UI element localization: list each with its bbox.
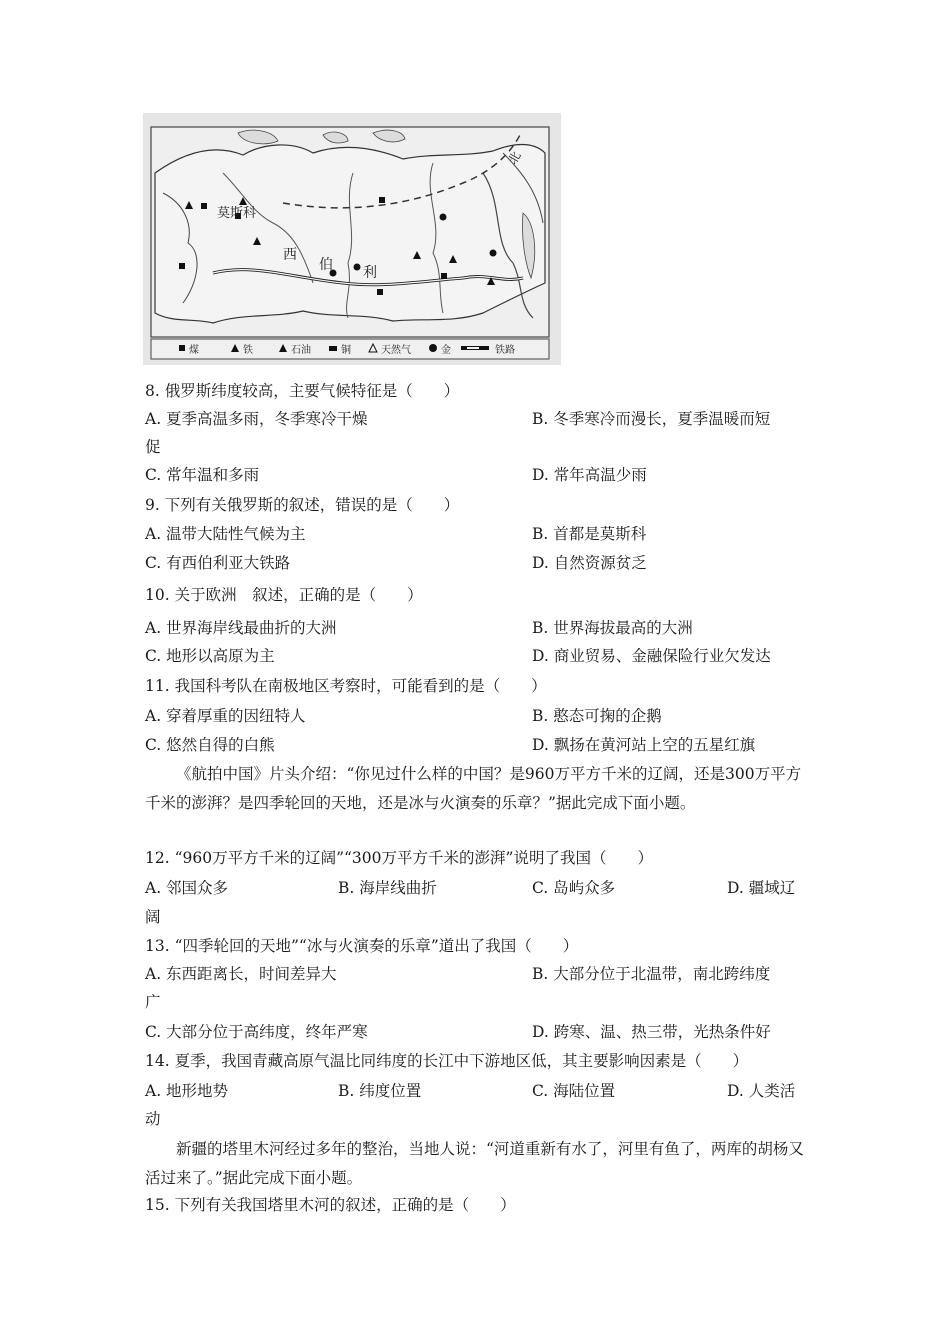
q13-option-d: D. 跨寒、温、热三带，光热条件好 <box>532 1023 771 1041</box>
q14-option-a: A. 地形地势 <box>145 1082 229 1100</box>
q9-option-d: D. 自然资源贫乏 <box>532 554 647 572</box>
q8-option-b-wrap: 促 <box>145 438 161 456</box>
q12-option-c: C. 岛屿众多 <box>532 879 616 897</box>
q13-option-b: B. 大部分位于北温带，南北跨纬度 <box>532 965 771 983</box>
q13-option-b-wrap: 广 <box>145 993 161 1011</box>
q12-option-b: B. 海岸线曲折 <box>338 879 437 897</box>
q11-option-d: D. 飘扬在黄河站上空的五星红旗 <box>532 736 756 754</box>
q13-option-a: A. 东西距离长，时间差异大 <box>145 965 337 983</box>
q14-stem: 14. 夏季，我国青藏高原气温比同纬度的长江中下游地区低，其主要影响因素是（ ） <box>145 1052 749 1070</box>
label-bo: 伯 <box>319 257 333 273</box>
label-li: 利 <box>363 265 377 281</box>
q8-option-c: C. 常年温和多雨 <box>145 466 260 484</box>
q10-option-d: D. 商业贸易、金融保险行业欠发达 <box>532 647 771 665</box>
q14-option-d-wrap: 动 <box>145 1110 161 1128</box>
legend-oil: 石油 <box>291 345 311 356</box>
q12-option-a: A. 邻国众多 <box>145 879 229 897</box>
q12-option-d: D. 疆域辽 <box>727 879 796 897</box>
legend-iron: 铁 <box>243 345 253 356</box>
q8-option-d: D. 常年高温少雨 <box>532 466 647 484</box>
legend-copper: 铜 <box>341 345 351 356</box>
q14-option-d: D. 人类活 <box>727 1082 796 1100</box>
q11-option-c: C. 悠然自得的白熊 <box>145 736 275 754</box>
label-north: 北 <box>505 149 524 167</box>
q10-stem: 10. 关于欧洲 叙述，正确的是（ ） <box>145 586 423 604</box>
q11-stem: 11. 我国科考队在南极地区考察时，可能看到的是（ ） <box>145 677 547 695</box>
label-xi: 西 <box>283 247 297 263</box>
q13-stem: 13. “四季轮回的天地”“冰与火演奏的乐章”道出了我国（ ） <box>145 937 579 955</box>
q9-option-c: C. 有西伯利亚大铁路 <box>145 554 291 572</box>
russia-resource-map <box>143 113 561 365</box>
label-moscow: 莫斯科 <box>217 206 257 221</box>
q14-option-c: C. 海陆位置 <box>532 1082 616 1100</box>
q8-option-a: A. 夏季高温多雨，冬季寒冷干燥 <box>145 410 368 428</box>
q8-option-b: B. 冬季寒冷而漫长，夏季温暖而短 <box>532 410 771 428</box>
q9-stem: 9. 下列有关俄罗斯的叙述，错误的是（ ） <box>145 496 460 514</box>
passage-hangpai-zhongguo: 《航拍中国》片头介绍：“你见过什么样的中国？是960万平方千米的辽阔，还是300万平方千米的澎湃？是四季轮回的天地，还是冰与火演奏的乐章？”据此完成下面小题。 <box>145 765 802 812</box>
map-drawing <box>143 113 561 365</box>
q12-stem: 12. “960万平方千米的辽阔”“300万平方千米的澎湃”说明了我国（ ） <box>145 849 653 867</box>
q14-option-b: B. 纬度位置 <box>338 1082 422 1100</box>
q11-option-a: A. 穿着厚重的因纽特人 <box>145 707 306 725</box>
q10-option-a: A. 世界海岸线最曲折的大洲 <box>145 619 337 637</box>
q13-option-c: C. 大部分位于高纬度，终年严寒 <box>145 1023 368 1041</box>
q8-stem: 8. 俄罗斯纬度较高，主要气候特征是（ ） <box>145 382 460 400</box>
q12-option-d-wrap: 阔 <box>145 908 161 926</box>
legend-gold: 金 <box>441 345 451 356</box>
passage-talimu-river: 新疆的塔里木河经过多年的整治，当地人说：“河道重新有水了，河里有鱼了，两库的胡杨又活过来了。”据此完成下面小题。 <box>145 1140 804 1187</box>
legend-gas: 天然气 <box>381 345 411 356</box>
q9-option-b: B. 首都是莫斯科 <box>532 525 647 543</box>
legend-railway: 铁路 <box>495 345 515 356</box>
q9-option-a: A. 温带大陆性气候为主 <box>145 525 306 543</box>
q10-option-b: B. 世界海拔最高的大洲 <box>532 619 693 637</box>
q15-stem: 15. 下列有关我国塔里木河的叙述，正确的是（ ） <box>145 1196 516 1214</box>
q10-option-c: C. 地形以高原为主 <box>145 647 275 665</box>
q11-option-b: B. 憨态可掬的企鹅 <box>532 707 662 725</box>
legend-coal: 煤 <box>189 345 199 356</box>
